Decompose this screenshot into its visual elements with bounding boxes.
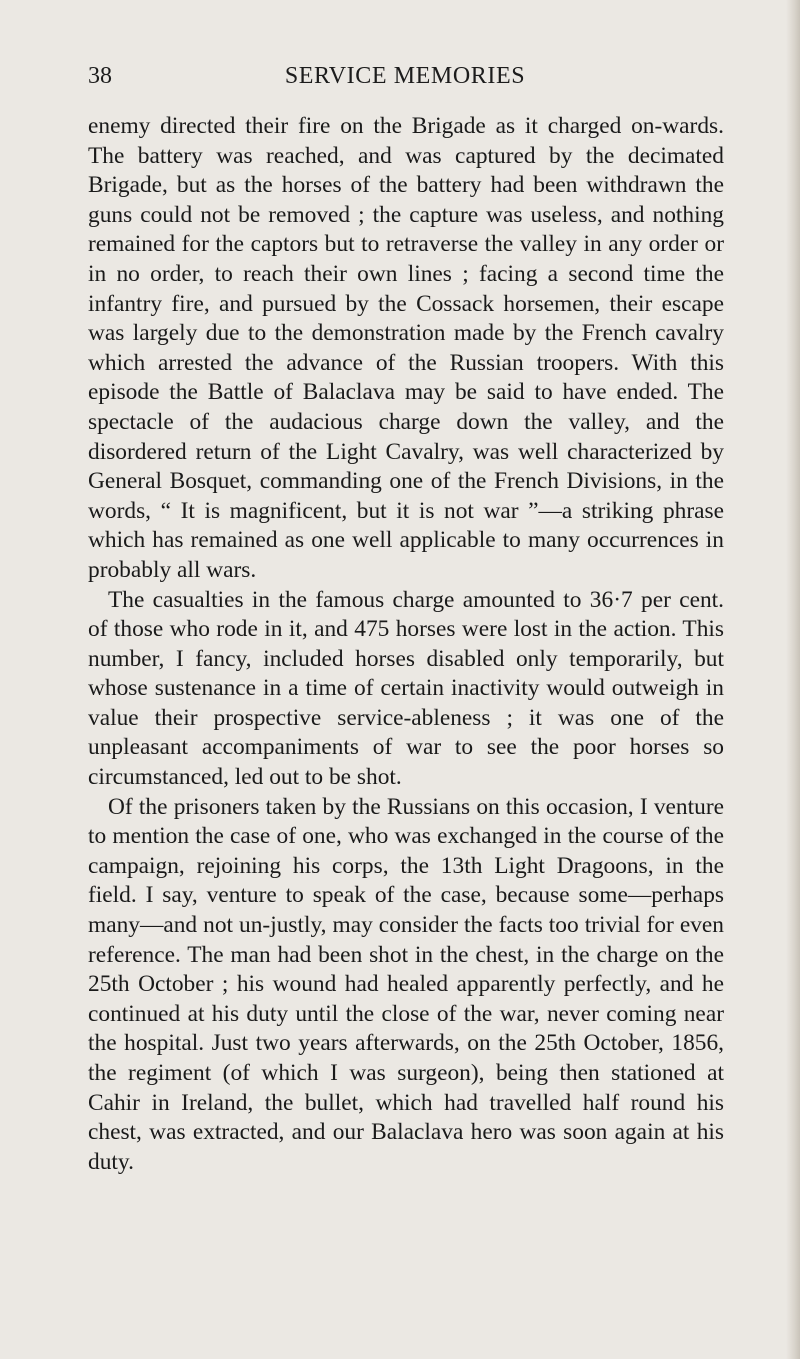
page-edge-shadow <box>786 0 800 1359</box>
page-header <box>88 58 722 98</box>
paragraph-prisoners: Of the prisoners taken by the Russians on this occasion, I venture to mention the case of one, who was exchanged in the course of the campaign, rejoining his corps, the 13th Light Dragoons, in the field. I say, venture to speak of the case, because some—perhaps many—and not un-justly, may consider the facts too trivial for even reference. The man had been shot in the chest, in the charge on the 25th October ; his wound had healed apparently perfectly, and he continued at his duty until the close of the war, never coming near the hospital. Just two years afterwards, on the 25th October, 1856, the regiment (of which I was surgeon), being then stationed at Cahir in Ireland, the bullet, which had travelled half round his chest, was extracted, and our Balaclava hero was soon again at his duty. <box>88 793 724 1175</box>
body-text <box>88 112 724 1177</box>
paragraph-continued: enemy directed their fire on the Brigade as it charged on-wards. The battery was reached, and was captured by the decimated Brigade, but as the horses of the battery had been withdrawn the guns could not be removed ; the capture was useless, and nothing remained for the captors but to retraverse the valley in any order or in no order, to reach their own lines ; facing a second time the infantry fire, and pursued by the Cossack horsemen, their escape was largely due to the demonstration made by the French cavalry which arrested the advance of the Russian troopers. With this episode the Battle of Balaclava may be said to have ended. The spectacle of the audacious charge down the valley, and the disordered return of the Light Cavalry, was well characterized by General Bosquet, commanding one of the French Divisions, in the words, “ It is magnificent, but it is not war ”—a striking phrase which has remained as one well applicable to many occurrences in probably all wars. <box>88 113 724 583</box>
paragraph-casualties: The casualties in the famous charge amounted to 36·7 per cent. of those who rode in it, and 475 horses were lost in the action. This number, I fancy, included horses disabled only temporarily, but whose sustenance in a time of certain inactivity would outweigh in value their prospective service-ableness ; it was one of the unpleasant accompaniments of war to see the poor horses so circumstanced, led out to be shot. <box>88 586 724 791</box>
page-number: 38 <box>88 63 112 89</box>
running-title: SERVICE MEMORIES <box>284 63 526 89</box>
